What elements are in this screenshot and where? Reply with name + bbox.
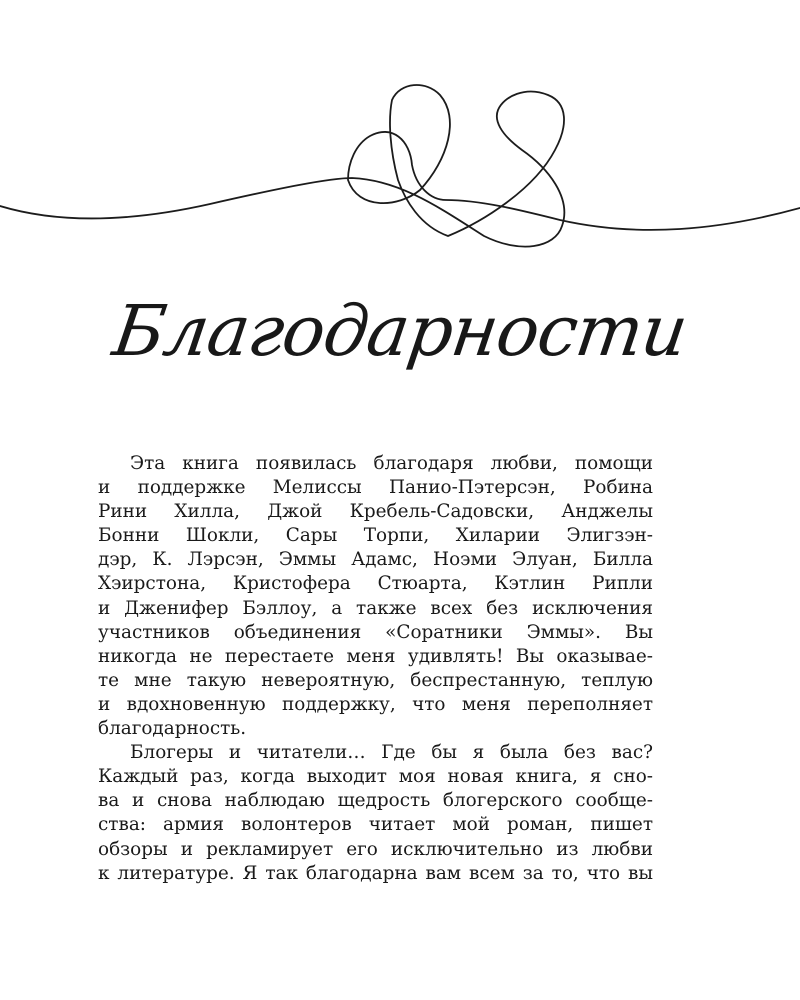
text-line: ства: армия волонтеров читает мой роман, пишет: [98, 814, 653, 836]
text-line: к литературе. Я так благодарна вам всем за то, что вы: [98, 862, 653, 884]
text-line: Блогеры и читатели… Где бы я была без вас?: [130, 742, 653, 764]
text-line: и поддержке Мелиссы Панио-Пэтерсэн, Робина: [98, 477, 653, 499]
text-line: Эта книга появилась благодаря любви, помощи: [130, 453, 653, 474]
text-line: обзоры и рекламирует его исключительно из любви: [98, 838, 653, 860]
text-line: Бонни Шокли, Сары Торпи, Хиларии Элигзэн-: [98, 525, 653, 547]
text-line: Рини Хилла, Джой Кребель-Садовски, Анджелы: [98, 501, 653, 523]
hearts-ornament-stroke: [0, 85, 800, 247]
body-text: [98, 452, 653, 886]
text-line: Хэирстона, Кристофера Стюарта, Кэтлин Рипли: [98, 573, 653, 595]
page-heading: Благодарности: [108, 290, 692, 372]
text-line: никогда не перестаете меня удивлять! Вы оказывае-: [98, 645, 653, 667]
text-line: дэр, К. Лэрсэн, Эммы Адамс, Ноэми Элуан, Билла: [98, 549, 653, 571]
text-line: Каждый раз, когда выходит моя новая книга, я сно-: [98, 766, 653, 788]
hearts-line-ornament: [0, 80, 800, 260]
text-line: участников объединения «Соратники Эммы». Вы: [98, 621, 653, 643]
text-line: и Дженифер Бэллоу, а также всех без исключения: [98, 597, 653, 619]
text-line: те мне такую невероятную, беспрестанную, теплую: [98, 669, 653, 691]
text-line: и вдохновенную поддержку, что меня переполняет: [98, 693, 653, 715]
text-line: ва и снова наблюдаю щедрость блогерского сообще-: [98, 790, 653, 812]
text-line: благодарность.: [98, 718, 247, 740]
